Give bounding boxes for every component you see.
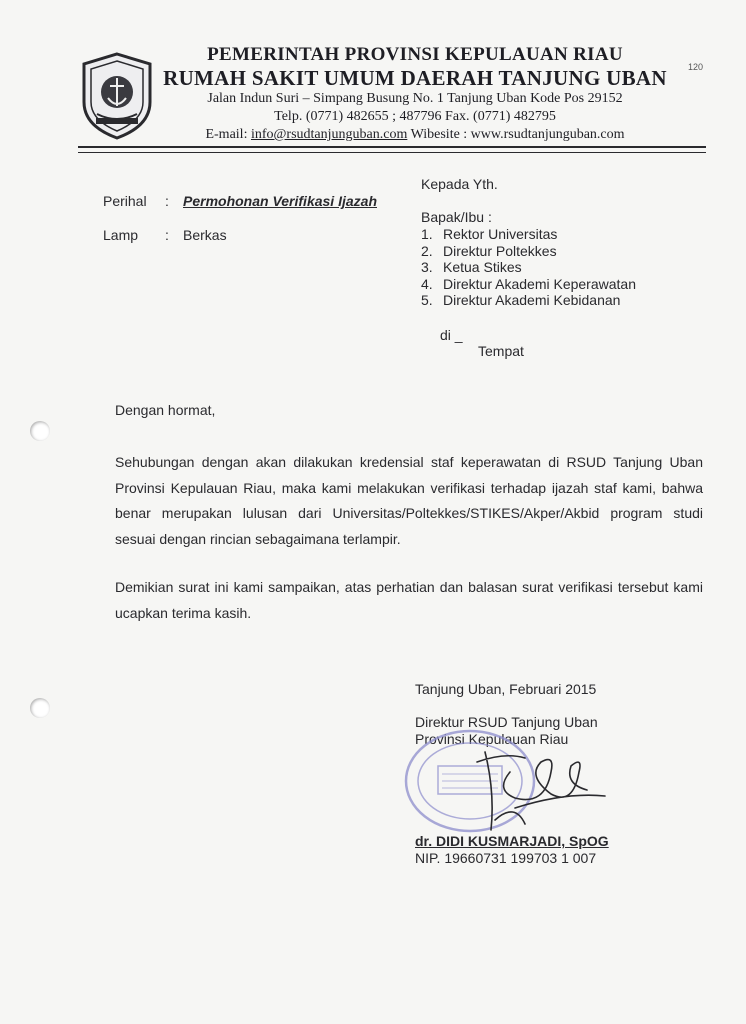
punch-hole-top (30, 421, 50, 441)
signer-title-2: Provinsi Kepulauan Riau (415, 731, 569, 747)
list-item: 5. Direktur Akademi Kebidanan (421, 292, 621, 309)
place-date: Tanjung Uban, Februari 2015 (415, 681, 597, 697)
punch-hole-bottom (30, 698, 50, 718)
recipient-di: di _ (440, 327, 463, 343)
recipient-salutation: Bapak/Ibu : (421, 209, 492, 225)
handwritten-signature-icon (455, 732, 615, 842)
letterhead-phone: Telp. (0771) 482655 ; 487796 Fax. (0771) 482795 (274, 109, 556, 124)
email-link[interactable]: info@rsudtanjunguban.com (250, 127, 408, 142)
signer-name: dr. DIDI KUSMARJADI, SpOG (415, 833, 609, 849)
corner-note: 120 (688, 62, 704, 72)
email-label: E-mail: (205, 127, 248, 142)
letterhead-government: PEMERINTAH PROVINSI KEPULAUAN RIAU (207, 44, 623, 65)
subject-colon: : (165, 193, 169, 209)
letterhead-address: Jalan Indun Suri – Simpang Busung No. 1 Tanjung Uban Kode Pos 29152 (207, 91, 623, 106)
recipient-greeting: Kepada Yth. (421, 176, 498, 192)
letterhead-rule-thick (78, 146, 706, 148)
letterhead-hospital: RUMAH SAKIT UMUM DAERAH TANJUNG UBAN (163, 66, 667, 90)
opening-greeting: Dengan hormat, (115, 402, 216, 418)
provincial-logo-icon (80, 52, 154, 140)
attachment-colon: : (165, 227, 169, 243)
signer-nip: NIP. 19660731 199703 1 007 (415, 850, 597, 866)
letterhead-contact (160, 126, 670, 144)
recipient-list (421, 226, 636, 309)
attachment-value: Berkas (183, 227, 227, 243)
letterhead-rule-thin (78, 152, 706, 153)
signer-title-1: Direktur RSUD Tanjung Uban (415, 714, 598, 730)
subject-value: Permohonan Verifikasi Ijazah (183, 193, 377, 209)
list-item: 3. Ketua Stikes (421, 259, 522, 276)
website-text: Wibesite : www.rsudtanjunguban.com (410, 127, 625, 142)
letterhead (160, 44, 670, 144)
list-item: 2. Direktur Poltekkes (421, 242, 557, 259)
list-item: 1. Rektor Universitas (421, 226, 558, 242)
subject-label: Perihal (103, 193, 147, 209)
body-paragraph-1: Sehubungan dengan akan dilakukan kredensial staf keperawatan di RSUD Tanjung Uban Provinsi Kepulauan Riau, maka kami melakukan verifikasi terhadap ijazah staf kami, bahwa benar merupakan lulusan dari Universitas/Poltekkes/STIKES/Akper/Akbid program studi sesuai dengan rincian sebagaimana terlampir. (115, 454, 703, 547)
attachment-label: Lamp (103, 227, 139, 243)
recipient-tempat: Tempat (478, 343, 524, 359)
list-item: 4. Direktur Akademi Keperawatan (421, 275, 636, 292)
body-paragraph-2: Demikian surat ini kami sampaikan, atas perhatian dan balasan surat verifikasi tersebut kami ucapkan terima kasih. (115, 579, 703, 621)
